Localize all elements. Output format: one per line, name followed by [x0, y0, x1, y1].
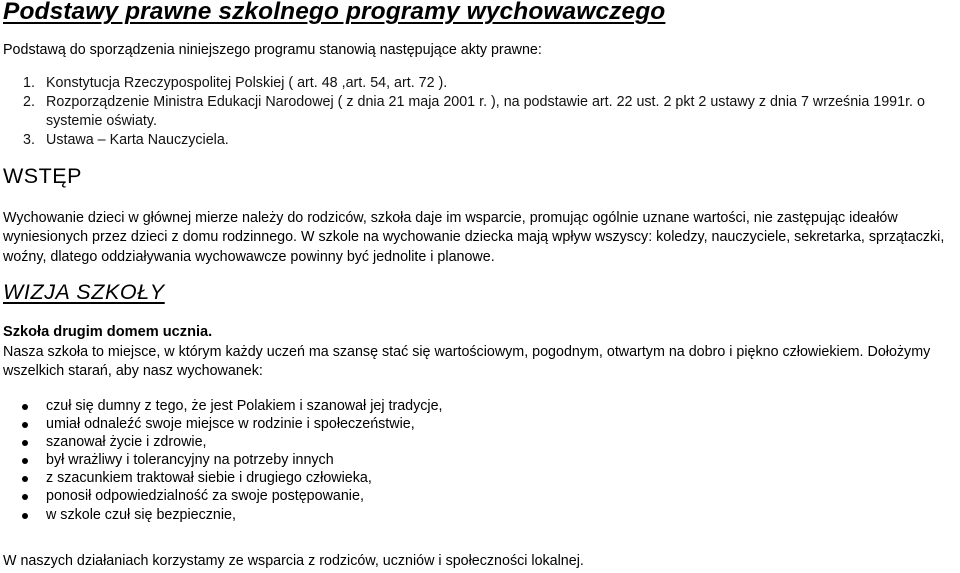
bullet-icon	[22, 404, 28, 410]
list-item-text: w szkole czuł się bezpiecznie,	[46, 506, 236, 523]
list-item-text: Rozporządzenie Ministra Edukacji Narodowej ( z dnia 21 maja 2001 r. ), na podstawie art. 22 ust. 2 pkt 2 ustawy z dnia 7 września 1991r. o systemie oświaty.	[46, 94, 925, 129]
legal-basis-intro: Podstawą do sporządzenia niniejszego programu stanowią następujące akty prawne:	[3, 42, 542, 58]
list-item-text: ponosił odpowiedzialność za swoje postępowanie,	[46, 488, 364, 505]
bullet-icon	[22, 476, 28, 482]
list-item-number: 2.	[23, 94, 35, 110]
list-item	[0, 469, 443, 487]
section-heading-vision: WIZJA SZKOŁY	[3, 280, 165, 304]
list-item-text: Konstytucja Rzeczypospolitej Polskiej ( art. 48 ,art. 54, art. 72 ).	[46, 75, 448, 91]
list-item-text: był wrażliwy i tolerancyjny na potrzeby innych	[46, 452, 334, 469]
list-item-text: umiał odnaleźć swoje miejsce w rodzinie i społeczeństwie,	[46, 416, 415, 433]
bullet-icon	[22, 440, 28, 446]
bullet-icon	[22, 458, 28, 464]
bullet-icon	[22, 513, 28, 519]
list-item-text: z szacunkiem traktował siebie i drugiego człowieka,	[46, 470, 372, 487]
list-item	[0, 433, 443, 451]
legal-acts-list	[0, 74, 946, 150]
list-item-text: szanował życie i zdrowie,	[46, 434, 207, 451]
closing-sentence: W naszych działaniach korzystamy ze wsparcia z rodziców, uczniów i społeczności lokalnej.	[3, 553, 584, 569]
list-item	[0, 451, 443, 469]
bullet-icon	[22, 422, 28, 428]
list-item	[0, 506, 443, 524]
list-item	[0, 487, 443, 505]
list-item	[0, 74, 946, 93]
list-item-number: 1.	[23, 75, 35, 91]
vision-paragraph: Nasza szkoła to miejsce, w którym każdy uczeń ma szansę stać się wartościowym, pogodnym, otwartym na dobro i piękno człowiekiem. Dołożymy wszelkich starań, aby nasz wychowanek:	[3, 344, 931, 380]
intro-paragraph: Wychowanie dzieci w głównej mierze należy do rodziców, szkoła daje im wsparcie, promując ogólnie uznane wartości, nie zastępując ideałów wyniesionych przez dzieci z domu rodzinnego. W szkole na wychowanie dziecka mają wpływ wszyscy: koledzy, nauczyciele, sekretarka, sprzątaczki, woźny, dlatego oddziaływania wychowawcze powinny być jednolite i planowe.	[3, 210, 945, 265]
list-item-text: Ustawa – Karta Nauczyciela.	[46, 132, 229, 148]
bullet-icon	[22, 494, 28, 500]
list-item-number: 3.	[23, 132, 35, 148]
list-item	[0, 93, 946, 131]
list-item	[0, 397, 443, 415]
vision-subheading: Szkoła drugim domem ucznia.	[3, 324, 213, 340]
list-item	[0, 131, 946, 150]
list-item-text: czuł się dumny z tego, że jest Polakiem i szanował jej tradycje,	[46, 398, 443, 414]
document-title: Podstawy prawne szkolnego programy wychowawczego	[3, 0, 666, 25]
section-heading-intro: WSTĘP	[3, 164, 82, 188]
list-item	[0, 415, 443, 433]
goals-list	[0, 397, 443, 524]
